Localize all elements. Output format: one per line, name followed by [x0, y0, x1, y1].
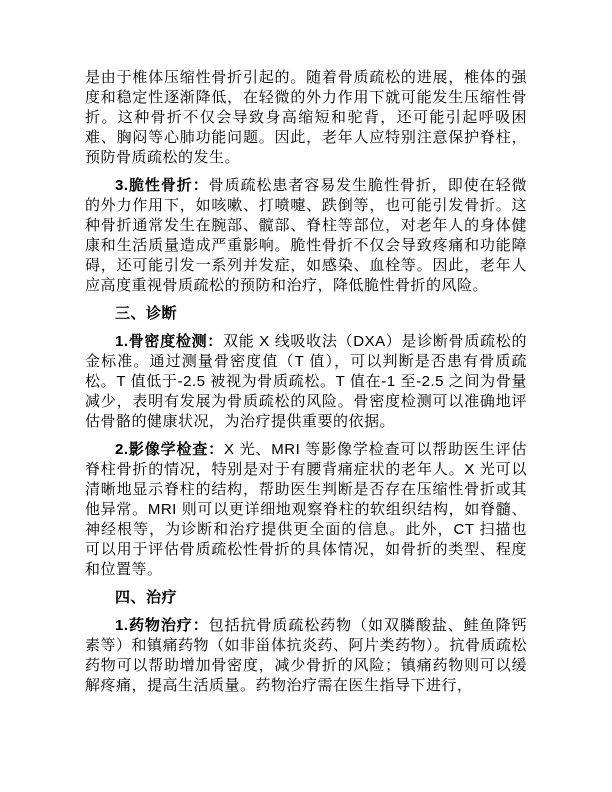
paragraph	[85, 440, 527, 580]
bold-run: 2.影像学检查：	[115, 441, 225, 458]
document-body	[85, 68, 527, 696]
text-run: 包括抗骨质疏松药物（如双膦酸盐、鲑鱼降钙素等）和镇痛药物（如非甾体抗炎药、阿片类药物）。抗骨质疏松药物可以帮助增加骨密度，减少骨折的风险；镇痛药物则可以缓解疼痛，提高生活质量。药物治疗需在医生指导下进行，	[85, 617, 528, 694]
text-run: 双能 X 线吸收法（DXA）是诊断骨质疏松的金标准。通过测量骨密度值（T 值），可以判断是否患有骨质疏松。T 值低于-2.5 被视为骨质疏松。T 值在-1 至-2.5 之间为骨量减少，表明有发展为骨质疏松的风险。骨密度检测可以准确地评估骨骼的健康状况，为治疗提供重要的依据。	[85, 333, 527, 430]
paragraph	[85, 616, 527, 696]
text-run: X 光、MRI 等影像学检查可以帮助医生评估脊柱骨折的情况，特别是对于有腰背痛症状的老年人。X 光可以清晰地显示脊柱的结构，帮助医生判断是否存在压缩性骨折或其他异常。MRI 则可以更详细地观察脊柱的软组织结构，如脊髓、神经根等，为诊断和治疗提供更全面的信息。此外，CT 扫描也可以用于评估骨质疏松性骨折的具体情况，如骨折的类型、程度和位置等。	[85, 441, 527, 578]
paragraph	[85, 176, 527, 296]
bold-run: 1.骨密度检测：	[115, 333, 223, 350]
section-heading	[85, 588, 527, 608]
bold-run: 1.药物治疗：	[115, 617, 209, 634]
text-run: 是由于椎体压缩性骨折引起的。随着骨质疏松的进展，椎体的强度和稳定性逐渐降低，在轻微的外力作用下就可能发生压缩性骨折。这种骨折不仅会导致身高缩短和驼背，还可能引起呼吸困难、胸闷等心肺功能问题。因此，老年人应特别注意保护脊柱，预防骨质疏松的发生。	[85, 69, 527, 166]
paragraph	[85, 68, 527, 168]
bold-run: 三、诊断	[115, 305, 178, 322]
text-run: 骨质疏松患者容易发生脆性骨折，即使在轻微的外力作用下，如咳嗽、打喷嚏、跌倒等，也可能引发骨折。这种骨折通常发生在腕部、髋部、脊柱等部位，对老年人的身体健康和生活质量造成严重影响。脆性骨折不仅会导致疼痛和功能障碍，还可能引发一系列并发症，如感染、血栓等。因此，老年人应高度重视骨质疏松的预防和治疗，降低脆性骨折的风险。	[85, 177, 527, 294]
section-heading	[85, 304, 527, 324]
paragraph	[85, 332, 527, 432]
bold-run: 3.脆性骨折：	[115, 177, 209, 194]
bold-run: 四、治疗	[115, 589, 178, 606]
